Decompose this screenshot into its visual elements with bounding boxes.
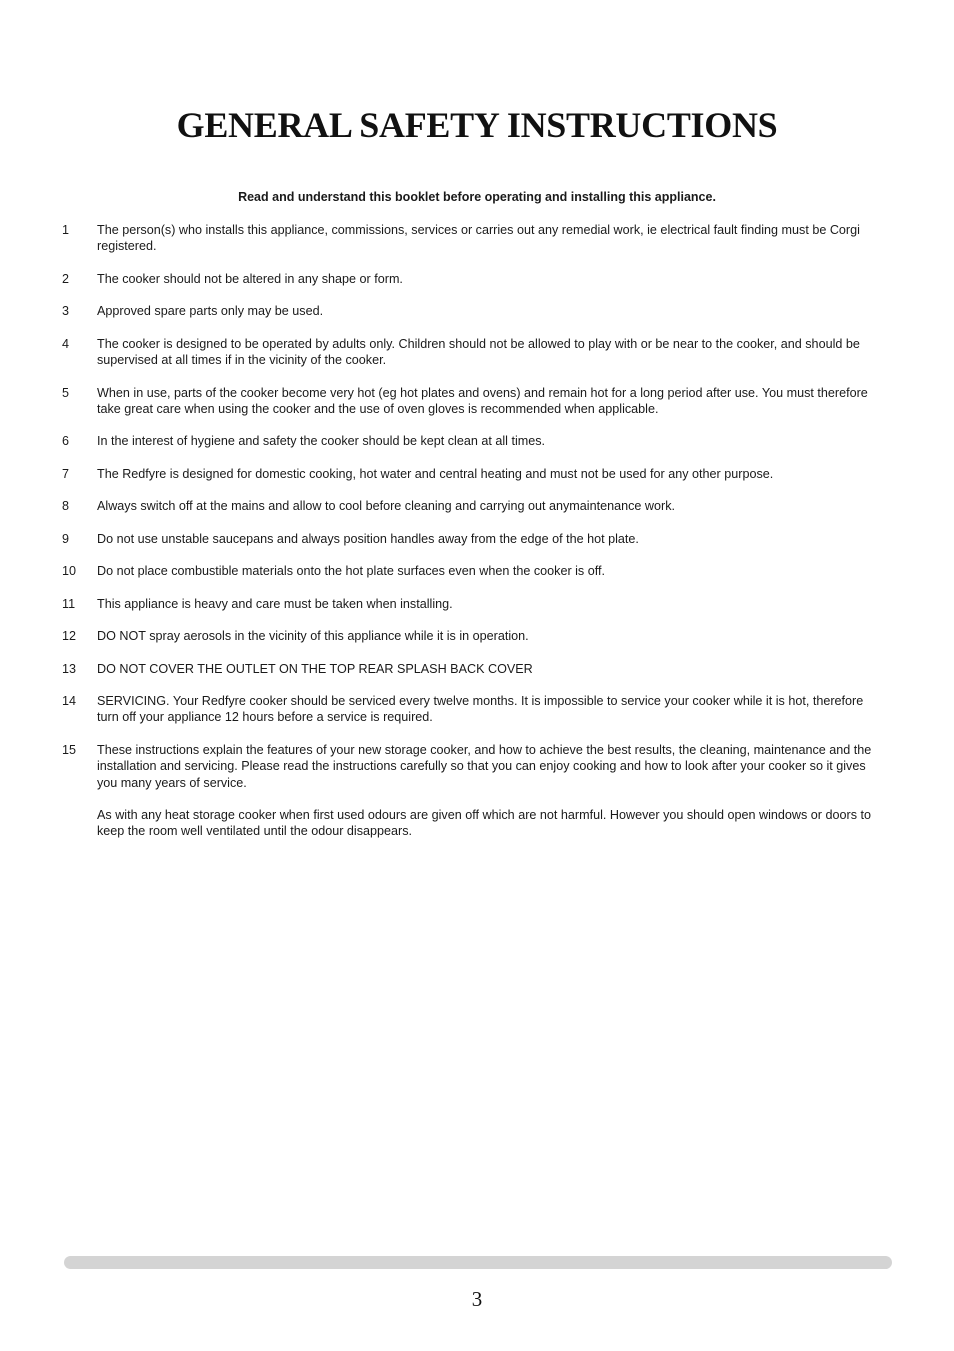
item-text: Do not place combustible materials onto the hot plate surfaces even when the cooker is off.	[97, 564, 606, 579]
item-number: 13	[62, 661, 77, 676]
item-text: The Redfyre is designed for domestic cooking, hot water and central heating and must not be used for any other purpose.	[97, 466, 774, 481]
item-number: 7	[62, 466, 70, 481]
item-number: 1	[62, 223, 70, 237]
safety-instructions-list	[62, 222, 888, 856]
item-text: The cooker is designed to be operated by adults only. Children should not be allowed to play with or be near to the cooker, and should be supervised at all times if in the vicinity of the cooker.	[97, 336, 860, 368]
item-text: SERVICING. Your Redfyre cooker should be serviced every twelve months. It is impossible to service your cooker while it is hot, therefore turn off your appliance 12 hours before a service is required.	[97, 694, 864, 725]
intro-notice: Read and understand this booklet before operating and installing this appliance.	[238, 190, 716, 204]
item-number: 15	[62, 742, 77, 757]
item-number: 14	[62, 694, 77, 709]
list-item	[62, 433, 888, 449]
item-text: Always switch off at the mains and allow to cool before cleaning and carrying out anymaintenance work.	[97, 499, 675, 514]
list-item	[62, 466, 888, 482]
item-text: In the interest of hygiene and safety the cooker should be kept clean at all times.	[97, 434, 546, 449]
item-number: 10	[62, 564, 77, 579]
item-number: 11	[62, 596, 76, 611]
item-number: 3	[62, 304, 70, 319]
item-text: This appliance is heavy and care must be taken when installing.	[97, 596, 453, 611]
page-title: GENERAL SAFETY INSTRUCTIONS	[176, 105, 778, 145]
list-item	[62, 661, 888, 677]
list-item	[62, 596, 888, 612]
list-item	[62, 498, 888, 514]
item-text: When in use, parts of the cooker become very hot (eg hot plates and ovens) and remain hot for a long period after use. You must therefore take great care when using the cooker and the use of oven gloves is recommended when applicable.	[97, 385, 868, 416]
item-text: Do not use unstable saucepans and always position handles away from the edge of the hot plate.	[97, 531, 639, 546]
page-number: 3	[471, 1287, 483, 1311]
list-item	[62, 271, 888, 287]
item-number: 12	[62, 629, 77, 644]
list-item	[62, 303, 888, 319]
list-item	[62, 742, 888, 840]
list-item	[62, 222, 888, 255]
item-text: The cooker should not be altered in any shape or form.	[97, 271, 403, 286]
list-item	[62, 336, 888, 369]
list-item	[62, 693, 888, 726]
item-number: 6	[62, 434, 70, 449]
item-number: 8	[62, 499, 70, 514]
item-number: 5	[62, 385, 70, 400]
footer-divider-bar	[64, 1256, 892, 1269]
item-text: Approved spare parts only may be used.	[97, 304, 324, 319]
item-number: 4	[62, 336, 70, 351]
item-text: DO NOT COVER THE OUTLET ON THE TOP REAR SPLASH BACK COVER	[97, 661, 533, 676]
item-number: 2	[62, 271, 70, 286]
item-text: DO NOT spray aerosols in the vicinity of this appliance while it is in operation.	[97, 629, 529, 644]
list-item	[62, 628, 888, 644]
list-item	[62, 531, 888, 547]
list-item	[62, 385, 888, 418]
item-extra-text: As with any heat storage cooker when first used odours are given off which are not harmful. However you should open windows or doors to keep the room well ventilated until the odour disappears.	[97, 808, 872, 839]
list-item	[62, 563, 888, 579]
item-number: 9	[62, 531, 70, 546]
item-text: These instructions explain the features of your new storage cooker, and how to achieve the best results, the cleaning, maintenance and the installation and servicing. Please read the instructions carefully so that you can enjoy cooking and how to look after your cooker so it gives you many years of service.	[97, 742, 872, 790]
item-text: The person(s) who installs this appliance, commissions, services or carries out any remedial work, ie electrical fault finding must be Corgi registered.	[97, 223, 860, 254]
